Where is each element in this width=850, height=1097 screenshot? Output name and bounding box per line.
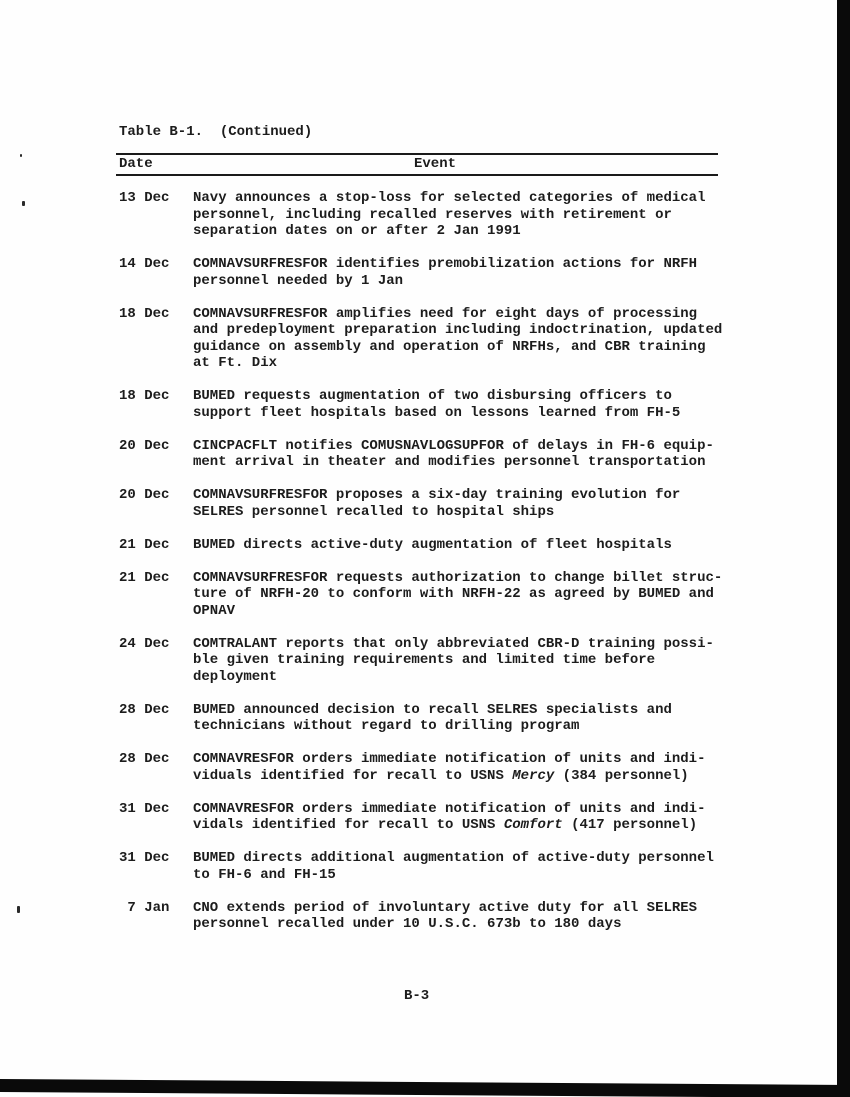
column-header-event: Event (414, 156, 457, 172)
table-row (119, 570, 779, 620)
table-row (119, 487, 779, 520)
entry-event: COMNAVSURFRESFOR amplifies need for eight days of processing and predeployment preparation including indoctrination, updated guidance on assembly and operation of NRFHs, and CBR training at Ft. Dix (193, 305, 723, 371)
entry-event: BUMED announced decision to recall SELRES specialists and technicians without regard to drilling program (193, 701, 672, 734)
entry-event: COMNAVSURFRESFOR requests authorization to change billet struc- ture of NRFH-20 to conform with NRFH-22 as agreed by BUMED and OPNAV (193, 569, 723, 619)
entry-event: COMNAVSURFRESFOR proposes a six-day training evolution for SELRES personnel recalled to hospital ships (193, 487, 681, 520)
page-number: B-3 (404, 988, 430, 1004)
entry-event: CINCPACFLT notifies COMUSNAVLOGSUPFOR of delays in FH-6 equip- ment arrival in theater and modifies personnel transportation (193, 437, 714, 470)
entry-event: BUMED directs additional augmentation of active-duty personnel to FH-6 and FH-15 (193, 850, 714, 883)
entry-date: 18 Dec (119, 305, 170, 322)
entry-date: 21 Dec (119, 536, 170, 553)
entry-date: 18 Dec (119, 388, 170, 404)
table-header-row (119, 156, 718, 173)
entry-date: 14 Dec (119, 256, 170, 272)
entry-date: 7 Jan (119, 899, 170, 916)
entry-event: COMNAVRESFOR orders immediate notification of units and indi- viduals identified for recall to USNS Mercy (384 personnel) (193, 751, 706, 784)
table-rows (119, 190, 779, 949)
entry-event: BUMED directs active-duty augmentation of fleet hospitals (193, 536, 672, 553)
entry-event: COMTRALANT reports that only abbreviated CBR-D training possi- ble given training requirements and limited time before deployment (193, 635, 714, 685)
table-row (119, 850, 779, 883)
scan-speck (20, 154, 22, 157)
entry-event: CNO extends period of involuntary active duty for all SELRES personnel recalled under 10 U.S.C. 673b to 180 days (193, 899, 698, 932)
table-row (119, 256, 779, 289)
table-header-rule-bottom (116, 174, 718, 176)
entry-date: 20 Dec (119, 487, 170, 503)
table-row (119, 438, 779, 471)
table-row (119, 751, 779, 784)
entry-date: 20 Dec (119, 437, 170, 454)
table-title: Table B-1. (Continued) (119, 124, 313, 140)
scan-artifact-right-bar (837, 0, 850, 1097)
entry-date: 28 Dec (119, 751, 170, 767)
entry-date: 24 Dec (119, 635, 170, 652)
entry-event: BUMED requests augmentation of two disbursing officers to support fleet hospitals based on lessons learned from FH-5 (193, 388, 681, 421)
entry-event: COMNAVRESFOR orders immediate notification of units and indi- vidals identified for recall to USNS Comfort (417 personnel) (193, 800, 706, 833)
table-row (119, 702, 779, 735)
entry-date: 31 Dec (119, 800, 170, 817)
entry-date: 31 Dec (119, 850, 170, 866)
table-row (119, 190, 779, 240)
entry-date: 13 Dec (119, 190, 170, 206)
table-row (119, 636, 779, 686)
entry-event: COMNAVSURFRESFOR identifies premobilization actions for NRFH personnel needed by 1 Jan (193, 256, 698, 289)
scan-speck (22, 201, 25, 206)
entry-date: 21 Dec (119, 569, 170, 586)
scan-artifact-bottom-bar (0, 1079, 850, 1097)
scan-speck (17, 906, 20, 913)
table-header-rule-top (116, 153, 718, 155)
table-row (119, 306, 779, 372)
table-row (119, 801, 779, 834)
entry-date: 28 Dec (119, 701, 170, 718)
entry-event: Navy announces a stop-loss for selected categories of medical personnel, including recalled reserves with retirement or separation dates on or after 2 Jan 1991 (193, 190, 706, 239)
column-header-date: Date (119, 156, 153, 172)
table-row (119, 537, 779, 554)
table-row (119, 900, 779, 933)
table-row (119, 388, 779, 421)
